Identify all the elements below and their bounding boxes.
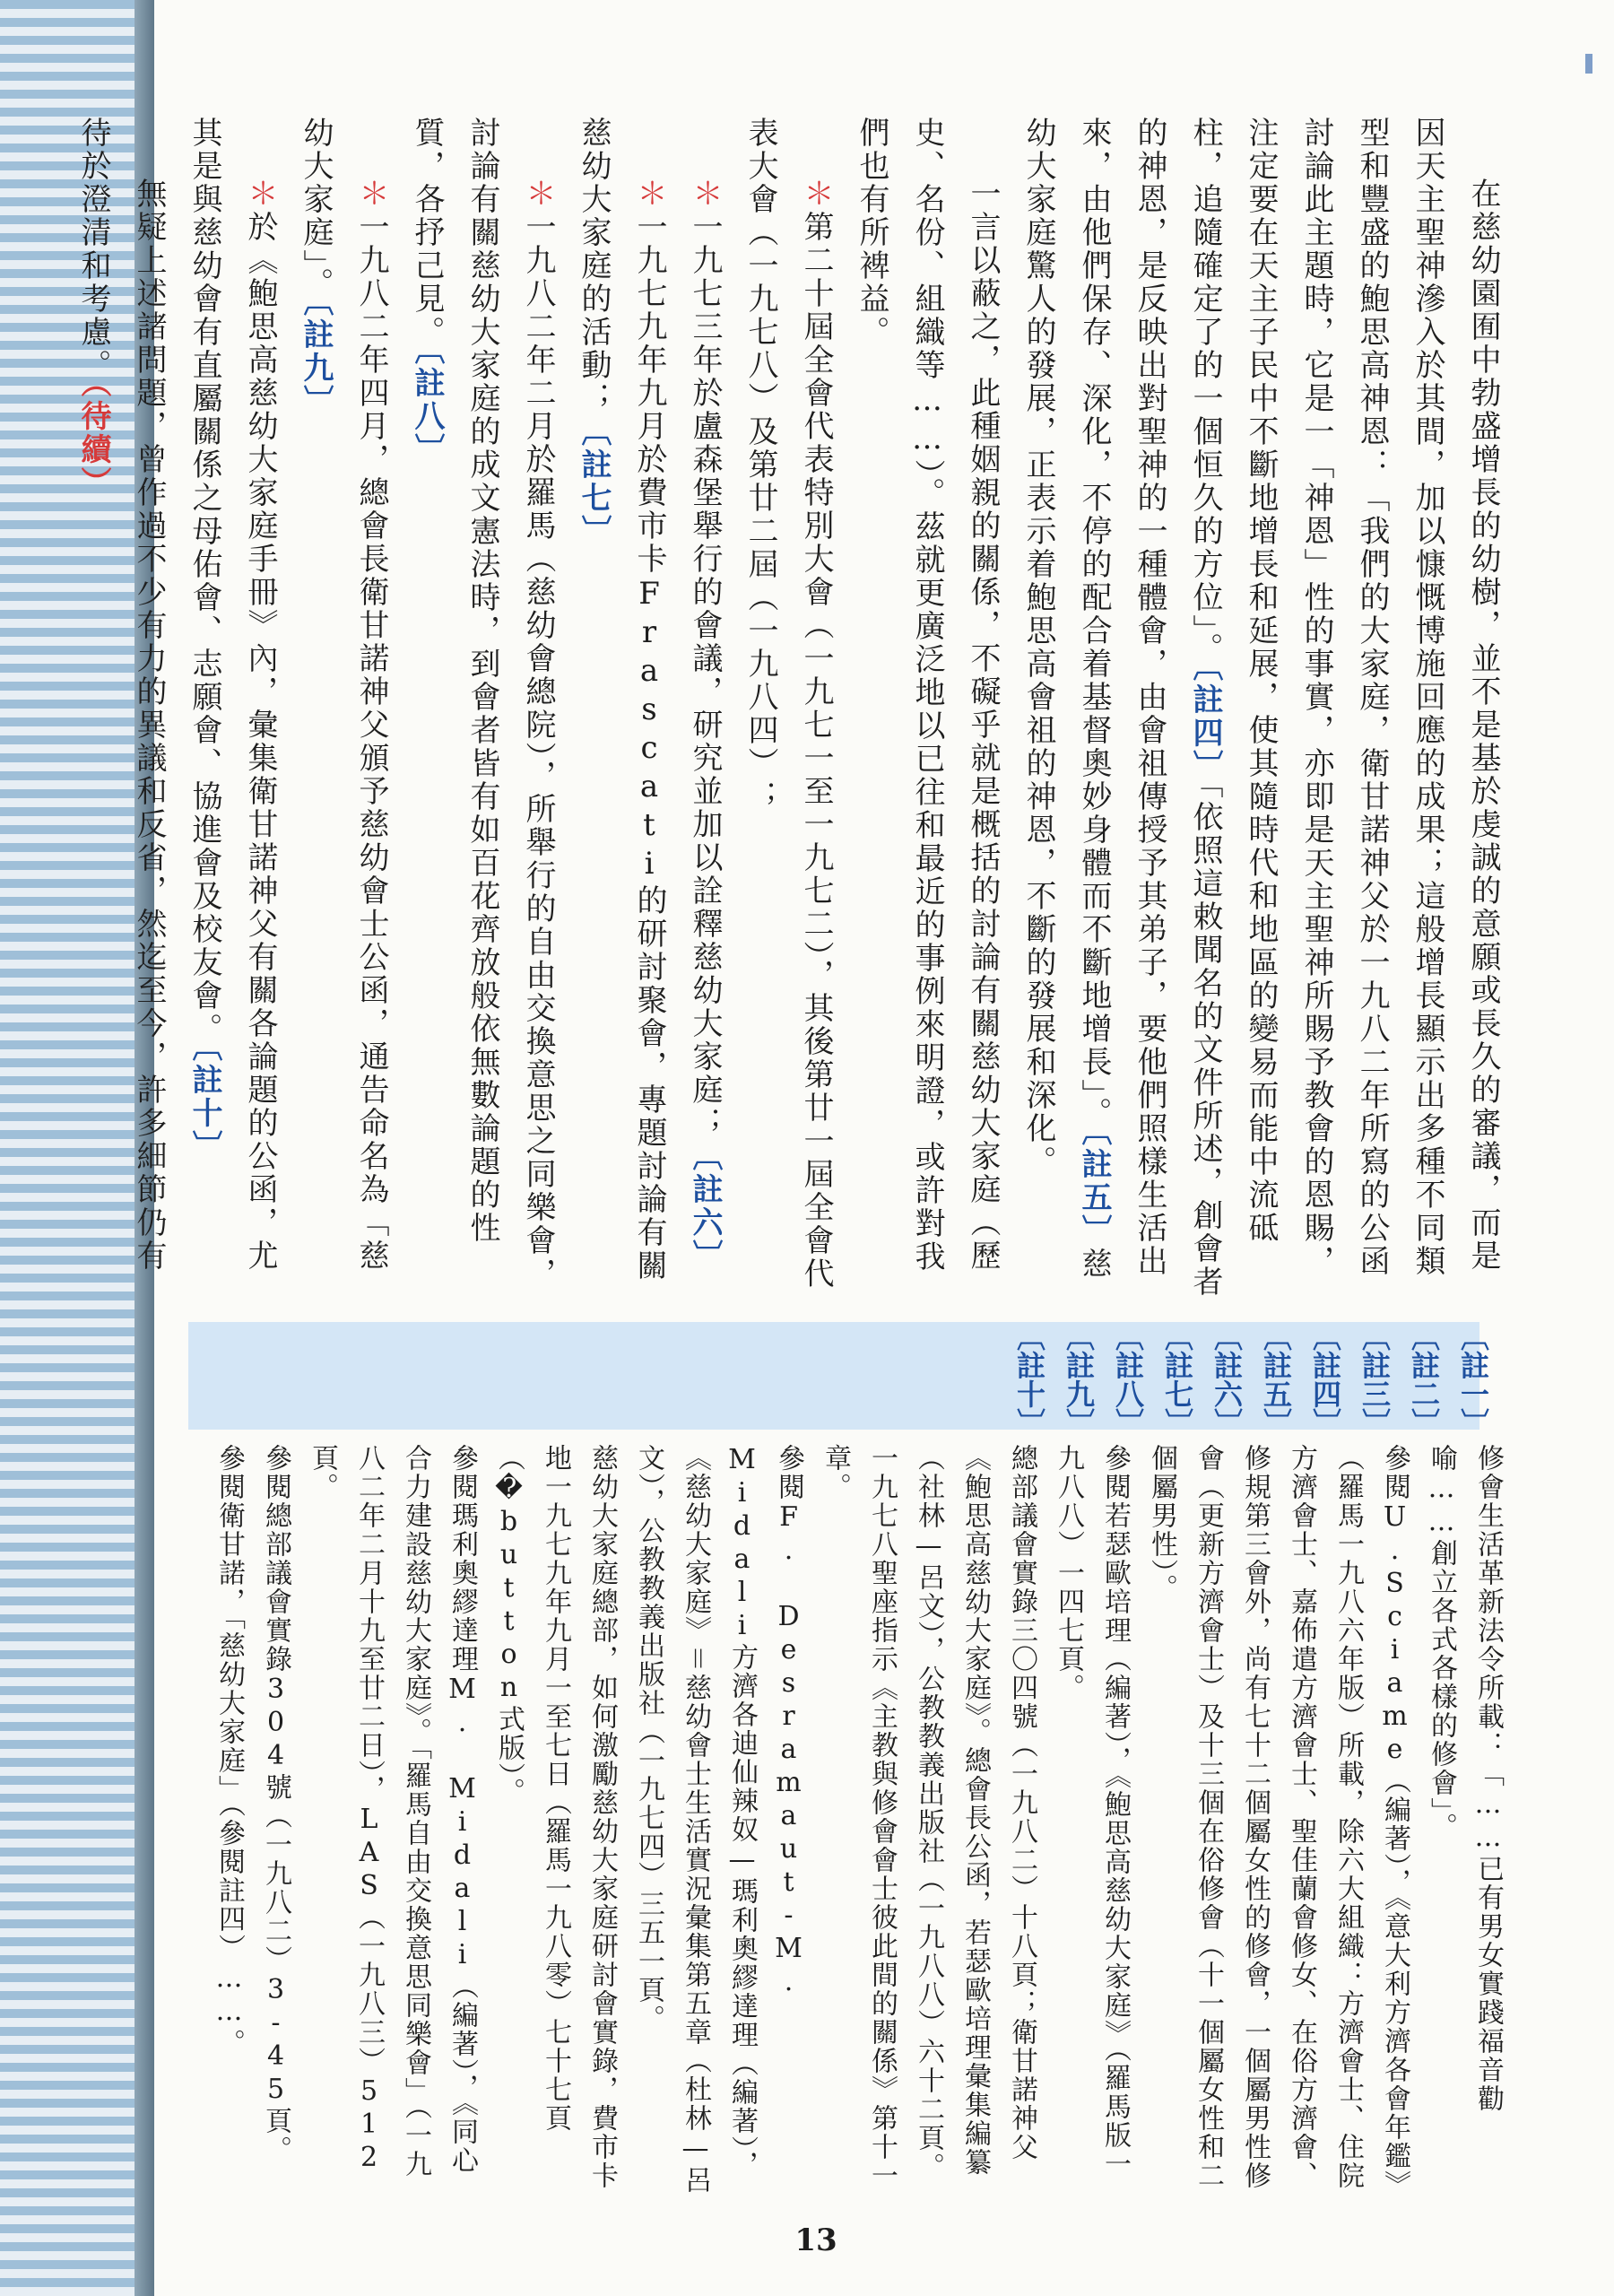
note-label-10: 〔註十〕 <box>1012 1322 1046 1437</box>
paragraph: ＊於《鮑思高慈幼大家庭手冊》內，彙集衛甘諾神父有關各論題的公函，尤其是與慈幼會有直屬關係之母佑會、志願會、協進會及校友會。〔註十〕 <box>187 117 278 1273</box>
footnote-9: 參閱總部議會實錄304號（一九八二）3-45頁。 <box>260 1444 291 2164</box>
note-label-1: 〔註一〕 <box>1456 1322 1490 1437</box>
note-label-5: 〔註五〕 <box>1259 1322 1293 1437</box>
note-ref[interactable]: 〔註十〕 <box>187 1046 222 1163</box>
asterisk-icon: ＊ <box>353 178 389 211</box>
note-label-9: 〔註九〕 <box>1062 1322 1096 1437</box>
asterisk-icon: ＊ <box>242 178 278 211</box>
main-article-text <box>75 117 1511 1305</box>
note-label-2: 〔註二〕 <box>1407 1322 1441 1437</box>
footnote-3: 參閱若瑟歐培理（編著），《鮑思高慈幼大家庭》（羅馬版一九八八）一四七頁。 <box>1053 1444 1131 2179</box>
asterisk-icon: ＊ <box>687 178 723 211</box>
note-ref[interactable]: 〔註七〕 <box>576 415 612 548</box>
note-ref[interactable]: 〔註九〕 <box>298 300 334 418</box>
footnote-4: 總部議會實錄三〇四號（一九八二）十八頁；衛甘諾神父《鮑思高慈幼大家庭》。總會長公函，若瑟歐培理彙集編纂（社林—呂文），公教教義出版社（一九八八）六十二頁。 <box>913 1444 1037 2181</box>
to-be-continued: （待續） <box>75 382 111 500</box>
note-label-7: 〔註七〕 <box>1160 1322 1194 1437</box>
note-ref[interactable]: 〔註八〕 <box>409 349 445 466</box>
paragraph: ＊一九七九年九月於費市卡Frascati的研討聚會，專題討論有關慈幼大家庭的活動；〔註七〕 <box>576 117 667 1283</box>
footnotes-text <box>175 1444 1511 2197</box>
footnote-10: 參閱衛甘諾，「慈幼大家庭」（參閱註四）……。 <box>213 1444 245 2057</box>
note-ref[interactable]: 〔註五〕 <box>1076 1130 1112 1248</box>
notes-labels <box>224 1322 1497 1437</box>
note-ref[interactable]: 〔註四〕 <box>1187 665 1223 783</box>
paragraph: 一言以蔽之，此種姻親的關係，不礙乎就是概括的討論有關慈幼大家庭（歷史、名份、組織等……）。茲就更廣泛地以已往和最近的事例來明證，或許對我們也有所裨益。 <box>854 117 1001 1274</box>
paragraph: 無疑上述諸問題，曾作過不少有力的異議和反省，然迄至今，許多細節仍有待於澄清和考慮。（待續） <box>75 117 167 1273</box>
note-label-8: 〔註八〕 <box>1111 1322 1145 1437</box>
footnote-6: 參閱F. Desramaut-M. Midali方濟各迪仙辣奴—瑪利奧繆達理（編著），《慈幼大家庭》＝慈幼會士生活實況彙集第五章（杜林—呂文），公教教義出版社（一九七四）三五一頁。 <box>633 1444 804 2195</box>
note-label-4: 〔註四〕 <box>1308 1322 1342 1437</box>
note-label-6: 〔註六〕 <box>1210 1322 1244 1437</box>
paragraph: ＊第二十屆全會代表特別大會（一九七一至一九七二），其後第廿一屆全會代表大會（一九七八）及第廿二屆（一九八四）； <box>742 117 834 1291</box>
asterisk-icon: ＊ <box>631 178 667 211</box>
footnote-5: 一九七八聖座指示《主教與修會會士彼此間的關係》第十一章。 <box>820 1444 898 2190</box>
paragraph: 在慈幼園囿中勃盛增長的幼樹，並不是基於虔誠的意願或長久的審議，而是因天主聖神滲入於其間，加以慷慨博施回應的成果；這般增長顯示出多種不同類型和豐盛的鮑思高神恩：「我們的大家庭，衛甘諾神父於一九八二年所寫的公函討論此主題時，它是一「神恩」性的事實，亦即是天主聖神所賜予教會的恩賜，注定要在天主子民中不斷地增長和延展，使其隨時代和地區的變易而能中流砥柱，追隨確定了的一個恒久的方位」。〔註四〕「依照這敕聞名的文件所述，創會者的神恩，是反映出對聖神的一種體會，由會祖傳授予其弟子，要他們照樣生活出來，由他們保存、深化，不停的配合着基督奧妙身體而不斷地增長」。〔註五〕慈幼大家庭驚人的發展，正表示着鮑思高會祖的神恩，不斷的發展和深化。 <box>1020 117 1501 1299</box>
footnote-8: 參閱瑪利奧繆達理M. Midali（編著），《同心合力建設慈幼大家庭》。「羅馬自由交換意思同樂會」（一九八二年二月十九至廿二日），LAS（一九八三）512頁。 <box>307 1444 478 2179</box>
footnote-1: 修會生活革新法令所載：「……已有男女實踐福音勸喻……創立各式各樣的修會」。 <box>1426 1444 1504 2113</box>
footnote-7: 慈幼大家庭總部，如何激勵慈幼大家庭研討會實錄，費市卡地一九七九年九月一至七日（羅馬一九八零）七十七頁（�button式版）。 <box>493 1444 618 2190</box>
note-ref[interactable]: 〔註六〕 <box>687 1140 723 1273</box>
footnote-2: 參閱U.Sciame（編著），《意大利方濟各會年鑑》（羅馬一九八六年版）所載，除六大組織：方濟會士、住院方濟會士、嘉佈遣方濟會士、聖佳蘭會修女、在俗方濟會、修規第三會外，尚有七十二個屬女性的修會，一個屬男性修會（更新方濟會士）及十三個在俗修會（十一個屬女性和二個屬男性）。 <box>1146 1444 1410 2190</box>
note-label-3: 〔註三〕 <box>1358 1322 1392 1437</box>
paragraph: ＊一九七三年於盧森堡舉行的會議，研究並加以詮釋慈幼大家庭；〔註六〕 <box>687 178 723 1273</box>
paragraph: ＊一九八二年二月於羅馬（慈幼會總院），所舉行的自由交換意思之同樂會，討論有關慈幼大家庭的成文憲法時，到會者皆有如百花齊放般依無數論題的性質，各抒己見。〔註八〕 <box>409 117 556 1291</box>
page-number: 13 <box>794 2222 837 2258</box>
asterisk-icon: ＊ <box>520 178 556 211</box>
paragraph: ＊一九八二年四月，總會長衛甘諾神父頒予慈幼會士公函，通告命名為「慈幼大家庭」。〔註九〕 <box>298 117 389 1273</box>
corner-mark <box>1585 54 1592 74</box>
asterisk-icon: ＊ <box>798 178 834 211</box>
